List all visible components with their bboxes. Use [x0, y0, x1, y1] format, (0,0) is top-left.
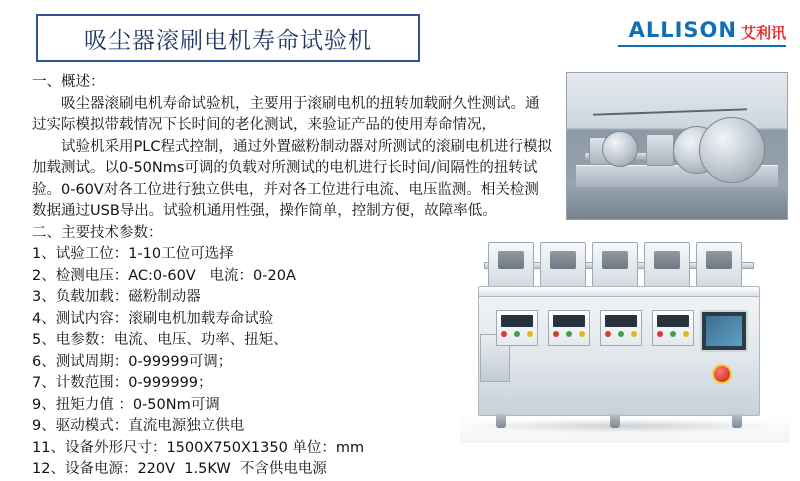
full-machine-photo: [460, 238, 790, 443]
brand-underline: [618, 45, 786, 47]
brand-name-cn: 艾利讯: [740, 24, 786, 42]
machine-closeup-photo: [566, 72, 788, 220]
indicator-lights: [501, 331, 533, 337]
meter-panel: [600, 310, 642, 346]
green-indicator-icon: [514, 331, 520, 337]
spec-item: 3、负载加载：磁粉制动器: [32, 289, 201, 305]
spec-item: 11、设备外形尺寸：1500X750X1350 单位：mm: [32, 439, 365, 456]
spec-item: 4、测试内容：滚刷电机加载寿命试验: [32, 310, 274, 327]
hmi-touchscreen: [700, 310, 748, 352]
caster-wheel: [610, 414, 620, 428]
meter-panel: [496, 310, 538, 346]
test-station: [644, 242, 690, 288]
meter-panel: [652, 310, 694, 346]
yellow-indicator-icon: [579, 331, 585, 337]
indicator-lights: [657, 331, 689, 337]
test-station: [540, 242, 586, 288]
spec-item: 2、检测电压：AC:0-60V 电流：0-20A: [32, 267, 296, 284]
indicator-lights: [553, 331, 585, 337]
spec-item: 12、设备电源：220V 1.5KW 不含供电电源: [32, 461, 327, 477]
test-station: [696, 242, 742, 288]
green-indicator-icon: [618, 331, 624, 337]
yellow-indicator-icon: [631, 331, 637, 337]
yellow-indicator-icon: [683, 331, 689, 337]
page-title-box: [36, 14, 420, 62]
meter-panel: [548, 310, 590, 346]
brand-logo-row: [618, 20, 786, 41]
photo-brake-drum: [699, 117, 765, 183]
red-indicator-icon: [501, 331, 507, 337]
red-indicator-icon: [553, 331, 559, 337]
meter-display: [657, 315, 689, 327]
spec-item: 9、驱动模式：直流电源独立供电: [32, 418, 245, 434]
spec-item: 5、电参数：电流、电压、功率、扭矩、: [32, 332, 288, 348]
meter-display: [605, 315, 637, 327]
red-indicator-icon: [605, 331, 611, 337]
yellow-indicator-icon: [527, 331, 533, 337]
emergency-stop-button: [712, 364, 732, 384]
caster-wheel: [496, 414, 506, 428]
photo-module: [646, 134, 674, 166]
section-heading-overview: 一、概述：: [32, 74, 105, 90]
overview-paragraph-1: 吸尘器滚刷电机寿命试验机，主要用于滚刷电机的扭转加载耐久性测试。通过实际模拟带载情况下长时间的老化测试，来验证产品的使用寿命情况，: [32, 95, 540, 133]
spec-item: 1、试验工位：1-10工位可选择: [32, 246, 234, 262]
meter-display: [553, 315, 585, 327]
brand-name-en: ALLISON: [628, 18, 737, 42]
caster-wheel: [732, 414, 742, 428]
section-heading-specs: 二、主要技术参数：: [32, 224, 163, 241]
test-station: [488, 242, 534, 288]
overview-paragraph-2: 试验机采用PLC程式控制，通过外置磁粉制动器对所测试的滚刷电机进行模拟加载测试。以0-50Nms可调的负载对所测试的电机进行长时间/间隔性的扭转试验。0-60V对各工位进行独立供电，并对各工位进行电流、电压监测。相关检测数据通过USB导出。试验机通用性强，操作简单，控制方便，故障率低。: [32, 138, 552, 219]
photo-wall: [567, 73, 787, 128]
indicator-lights: [605, 331, 637, 337]
spec-item: 6、测试周期：0-99999可调；: [32, 353, 233, 370]
spec-item: 7、计数范围：0-999999；: [32, 375, 213, 391]
page-title: 吸尘器滚刷电机寿命试验机: [84, 27, 372, 54]
green-indicator-icon: [566, 331, 572, 337]
spec-item: 9、扭矩力值 ：0-50Nm可调: [32, 396, 220, 413]
test-station: [592, 242, 638, 288]
brand-logo: [618, 20, 786, 47]
red-indicator-icon: [657, 331, 663, 337]
green-indicator-icon: [670, 331, 676, 337]
meter-display: [501, 315, 533, 327]
